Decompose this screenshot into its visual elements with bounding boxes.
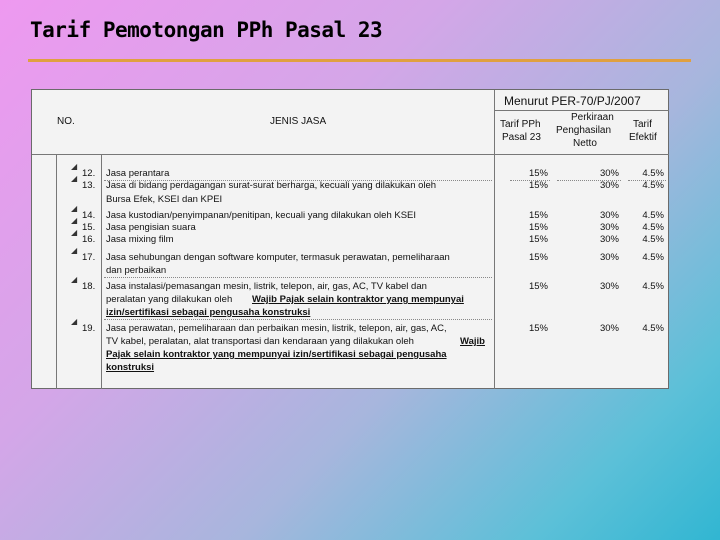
row-description-emphasis: Wajib [460,336,485,347]
row-tarif-pph: 15% [528,180,548,191]
row-description-emphasis: Pajak selain kontraktor yang mempunyai izin/sertifikasi sebagai pengusaha [106,349,447,360]
row-tarif-efektif: 4.5% [642,222,664,233]
row-marker-icon: ◢ [71,275,78,284]
row-description: Bursa Efek, KSEI dan KPEI [106,194,223,205]
column-header-no: NO. [57,116,75,127]
title-underline [28,59,691,62]
row-leader [104,277,492,278]
row-tarif-efektif: 4.5% [642,252,664,263]
row-description: Jasa instalasi/pemasangan mesin, listrik, telepon, air, gas, AC, TV kabel dan [106,281,427,292]
group-header: Menurut PER-70/PJ/2007 [504,94,641,108]
page-title: Tarif Pemotongan PPh Pasal 23 [30,18,383,42]
row-marker-icon: ◢ [71,216,78,225]
divider [101,155,102,389]
row-netto: 30% [599,234,619,245]
divider [32,154,669,155]
row-description-emphasis: konstruksi [106,362,155,373]
row-number: 19. [82,323,96,334]
row-description: dan perbaikan [106,265,167,276]
column-header-perkiraan: Perkiraan [571,112,614,123]
row-tarif-pph: 15% [528,281,548,292]
row-netto: 30% [599,180,619,191]
row-tarif-pph: 15% [528,222,548,233]
row-tarif-pph: 15% [528,234,548,245]
row-tarif-efektif: 4.5% [642,281,664,292]
row-marker-icon: ◢ [71,246,78,255]
row-netto: 30% [599,252,619,263]
row-marker-icon: ◢ [71,317,78,326]
row-number: 13. [82,180,96,191]
row-marker-icon: ◢ [71,162,78,171]
row-number: 17. [82,252,96,263]
column-header-jenis-jasa: JENIS JASA [270,116,327,127]
column-header-penghasilan: Penghasilan [556,125,612,136]
row-number: 12. [82,168,96,179]
row-description: Jasa sehubungan dengan software komputer, termasuk perawatan, pemeliharaan [106,252,450,263]
divider [494,110,669,111]
row-marker-icon: ◢ [71,174,78,183]
row-netto: 30% [599,210,619,221]
row-description-emphasis: Wajib Pajak selain kontraktor yang mempunyai [252,294,464,305]
row-netto: 30% [599,168,619,179]
row-description: Jasa perawatan, pemeliharaan dan perbaikan mesin, listrik, telepon, air, gas, AC, [106,323,447,334]
row-netto: 30% [599,323,619,334]
row-description-emphasis: izin/sertifikasi sebagai pengusaha konstruksi [106,307,311,318]
column-header-tarif: Tarif [633,119,652,130]
row-netto: 30% [599,222,619,233]
row-description: Jasa perantara [106,168,170,179]
row-description: peralatan yang dilakukan oleh [106,294,233,305]
row-tarif-efektif: 4.5% [642,210,664,221]
row-tarif-pph: 15% [528,210,548,221]
row-description: Jasa mixing film [106,234,174,245]
tax-rate-table [31,89,669,389]
divider [494,90,495,389]
column-header-tarif-pph: Tarif PPh [500,119,541,130]
divider [56,155,57,389]
row-description: Jasa kustodian/penyimpanan/penitipan, kecuali yang dilakukan oleh KSEI [106,210,417,221]
row-description: Jasa pengisian suara [106,222,196,233]
row-tarif-pph: 15% [528,252,548,263]
row-tarif-efektif: 4.5% [642,234,664,245]
row-number: 16. [82,234,96,245]
column-header-netto: Netto [573,138,597,149]
row-marker-icon: ◢ [71,228,78,237]
row-number: 15. [82,222,96,233]
row-tarif-efektif: 4.5% [642,168,664,179]
row-tarif-efektif: 4.5% [642,180,664,191]
row-tarif-pph: 15% [528,168,548,179]
row-netto: 30% [599,281,619,292]
row-description: Jasa di bidang perdagangan surat-surat berharga, kecuali yang dilakukan oleh [106,180,437,191]
row-description: TV kabel, peralatan, alat transportasi dan kendaraan yang dilakukan oleh [106,336,414,347]
row-tarif-efektif: 4.5% [642,323,664,334]
row-number: 18. [82,281,96,292]
row-tarif-pph: 15% [528,323,548,334]
row-marker-icon: ◢ [71,204,78,213]
column-header-pasal: Pasal 23 [502,132,541,143]
row-leader [104,319,492,320]
column-header-efektif: Efektif [629,132,657,143]
row-number: 14. [82,210,96,221]
